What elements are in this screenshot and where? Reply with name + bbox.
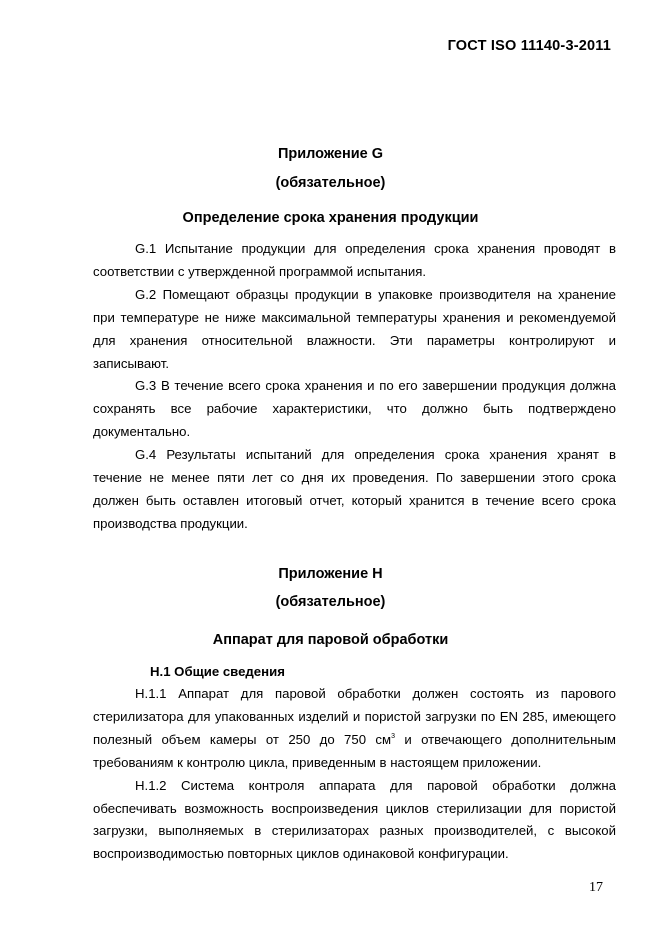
annex-g-status: (обязательное): [275, 175, 386, 191]
paragraph-g3: G.3 В течение всего срока хранения и по его завершении продукция должна сохранять все рабочие характеристики, что должно быть подтверждено документально.: [93, 378, 616, 440]
annex-h-status: (обязательное): [275, 594, 386, 610]
page-number: 17: [589, 880, 603, 895]
paragraph-g1: G.1 Испытание продукции для определения срока хранения проводят в соответствии с утвержденной программой испытания.: [93, 241, 616, 279]
cubic-superscript: 3: [391, 732, 395, 740]
annex-h-title: Приложение H: [278, 566, 383, 582]
paragraph-g4: G.4 Результаты испытаний для определения срока хранения хранят в течение не менее пяти лет со дня их проведения. По завершении этого срока должен быть оставлен итоговый отчет, который хранится в течение всего срока производства продукции.: [93, 447, 616, 531]
paragraph-g2: G.2 Помещают образцы продукции в упаковке производителя на хранение при температуре не ниже максимальной температуры хранения и рекомендуемой для хранения относительной влажности. Эти параметры контролируют и записывают.: [93, 286, 616, 371]
annex-g-title: Приложение G: [277, 146, 384, 162]
annex-g-body: [93, 238, 616, 536]
annex-g-heading: Определение срока хранения продукции: [182, 210, 479, 226]
paragraph-h11: [93, 683, 616, 775]
document-header: ГОСТ ISO 11140-3-2011: [447, 38, 611, 54]
subsection-h1-heading: H.1 Общие сведения: [150, 664, 285, 679]
annex-h-heading: Аппарат для паровой обработки: [212, 632, 449, 648]
annex-h-body: [93, 683, 616, 866]
paragraph-h11-text-end: и отвечающего дополнительным требованиям к контролю цикла, приведенным в настоящем приложении.: [93, 731, 617, 770]
paragraph-h11-text-start: H.1.1 Аппарат для паровой обработки должен состоять из парового стерилизатора для упакованных изделий и пористой загрузки по EN 285, имеющего полезный объем камеры от 250 до 750 см: [93, 686, 616, 747]
paragraph-h12: H.1.2 Система контроля аппарата для паровой обработки должна обеспечивать возможность воспроизведения циклов стерилизации для пористой загрузки, выполняемых в стерилизаторах разных производителей, с высокой воспроизводимостью повторных циклов одинаковой конфигурации.: [93, 777, 616, 862]
